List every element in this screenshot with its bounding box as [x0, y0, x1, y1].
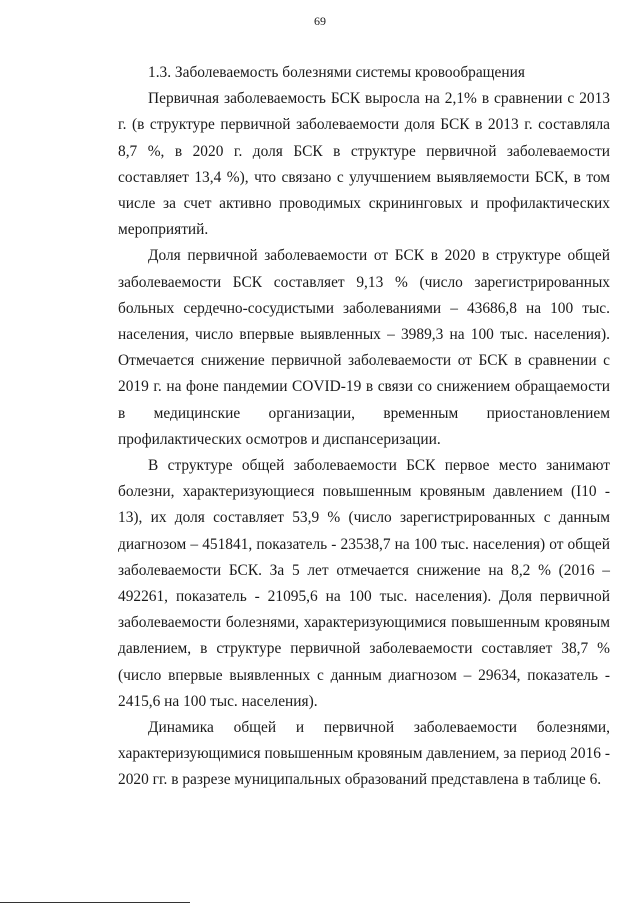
paragraph-incidence-share: Доля первичной заболеваемости от БСК в 2020 в структуре общей заболеваемости БСК составляет 9,13 % (число зарегистрированных больных сердечно-сосудистыми заболеваниями – 43686,8 на 100 тыс. населения, число впервые выявленных – 3989,3 на 100 тыс. населения). Отмечается снижение первичной заболеваемости от БСК в сравнении с 2019 г. на фоне пандемии COVID-19 в связи со снижением обращаемости в медицинские организации, временным приостановлением профилактических осмотров и диспансеризации. — [118, 247, 610, 448]
paragraph-dynamics-table-ref: Динамика общей и первичной заболеваемости болезнями, характеризующимися повышенным кровяным давлением, за период 2016 - 2020 гг. в разрезе муниципальных образований представлена в таблице 6. — [118, 719, 610, 789]
page-body — [118, 60, 610, 794]
section-heading: 1.3. Заболеваемость болезнями системы кровообращения — [148, 64, 525, 81]
footnote-divider — [0, 902, 190, 903]
page-number: 69 — [314, 14, 326, 28]
paragraph-primary-incidence: Первичная заболеваемость БСК выросла на 2,1% в сравнении с 2013 г. (в структуре первичной заболеваемости доля БСК в 2013 г. составляла 8,7 %, в 2020 г. доля БСК в структуре первичной заболеваемости составляет 13,4 %), что связано с улучшением выявляемости БСК, в том числе за счет активно проводимых скрининговых и профилактических мероприятий. — [118, 90, 610, 239]
paragraph-hypertension-structure: В структуре общей заболеваемости БСК первое место занимают болезни, характеризующиеся повышенным кровяным давлением (I10 - 13), их доля составляет 53,9 % (число зарегистрированных с данным диагнозом – 451841, показатель - 23538,7 на 100 тыс. населения) от общей заболеваемости БСК. За 5 лет отмечается снижение на 8,2 % (2016 – 492261, показатель - 21095,6 на 100 тыс. населения). Доля первичной заболеваемости болезнями, характеризующимися повышенным кровяным давлением, в структуре первичной заболеваемости составляет 38,7 % (число впервые выявленных с данным диагнозом – 29634, показатель - 2415,6 на 100 тыс. населения). — [118, 457, 610, 710]
